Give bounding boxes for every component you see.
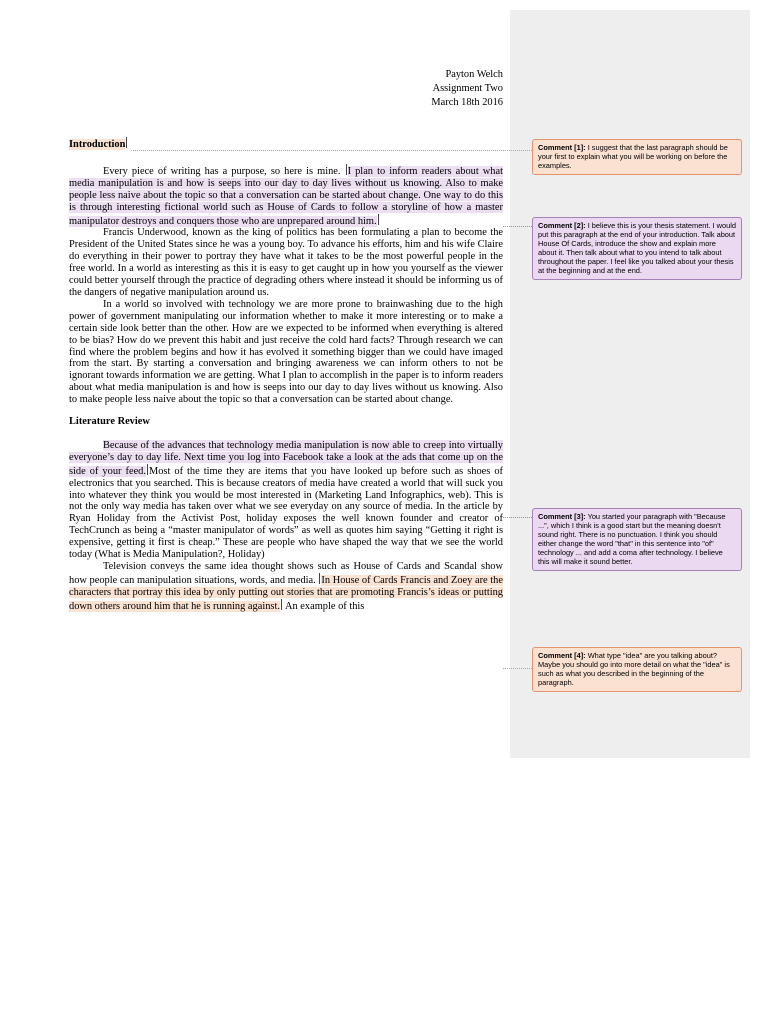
comment-2-label: Comment [2]: [538,221,586,230]
comment-1-label: Comment [1]: [538,143,586,152]
comment-4-text: What type "idea" are you talking about? Maybe you should go into more detail on what the "idea" is such as what you described in the beginning of the paragraph. [538,651,730,687]
document-date: March 18th 2016 [431,97,503,108]
intro-paragraph-1 [69,164,503,228]
comment-4-connector [503,668,532,669]
author-name: Payton Welch [445,69,503,80]
intro-p1-lead: Every piece of writing has a purpose, so here is mine. [103,165,341,177]
lit-p1-highlight: Because of the advances that technology media manipulation is now able to creep into virtually everyone’s day to day life. Next time you log into Facebook take a look at the ads that come up on the side of your feed. [69,439,503,477]
assignment-title: Assignment Two [432,83,503,94]
comment-3-connector [503,517,532,518]
lit-paragraph-1 [69,440,503,561]
comment-2-connector [503,226,532,227]
comment-balloon-3[interactable] [532,508,742,571]
intro-p1-thesis: I plan to inform readers about what media manipulation is and how is seeps into our day to day lives without us knowing. Also to make people less naive about the topic so that a conversation can be started about change. One way to do this is through interesting fictional world such as House of Cards to follow a storyline of how a master manipulator destroys and conquers those who are unprepared around him. [69,165,503,227]
document-header [69,68,503,110]
lit-p2-highlight: In House of Cards Francis and Zoey are the characters that portray this idea by only putting out stories that are promoting Francis’s ideas or putting down others around him that he is running against. [69,574,503,612]
comment-anchor-2-end [378,214,379,225]
literature-review-heading: Literature Review [69,416,150,428]
lit-paragraph-2 [69,561,503,613]
comment-anchor-4-end [281,599,282,610]
intro-paragraph-3: In a world so involved with technology we are more prone to brainwashing due to the high power of government manipulating our information whether to make it more interesting or to make a certain side look better than the other. How are we expected to be informed when everything is altered to be bias? How do we prevent this habit and just receive the cold hard facts? Through research we can find where the problem begins and how it has evolved it something bigger than we could have imaged from the start. By starting a conversation and bringing awareness we can inform others to not be ignorant towards information we are getting. What I plan to accomplish in the paper is to inform readers about what media manipulation is and how is seeps into our day to day lives without us knowing. Also to make people less naive about the topic so that a conversation can be started about change. [69,298,503,406]
comment-anchor-1[interactable] [126,137,127,148]
comment-3-text: You started your paragraph with "Because ...", which I think is a good start but the meaning doesn't sound right. There is no punctuation. I think you should either change the word "that" in this sentence into "of" technology ... and add a coma after technology. I believe this will make it sound better. [538,512,726,566]
comment-1-text: I suggest that the last paragraph should be your first to explain what you will be working on before the examples. [538,143,728,170]
comment-anchor-2[interactable] [346,164,347,175]
intro-paragraph-2: Francis Underwood, known as the king of politics has been formulating a plan to become the President of the United States since he was a young boy. To advance his efforts, him and his wife Claire do everything in their power to portray they have what it takes to be the most powerful people in the free world. In a world as interesting as this it is easy to get caught up in how you yourself as the viewer could better yourself through the practice of degrading others where instead it should be informing us of the dangers of negative manipulation around us. [69,227,503,298]
introduction-heading-text: Introduction [69,139,126,150]
comment-4-label: Comment [4]: [538,651,586,660]
comment-1-connector [131,150,532,151]
introduction-heading [69,137,503,151]
comment-margin-panel [510,10,750,758]
comment-2-text: I believe this is your thesis statement. I would put this paragraph at the end of your introduction. Talk about House Of Cards, introduce the show and explain more about it. Then talk about what to you intend to talk about throughout the paper. I feel like you talked about your thesis at the beginning and at the end. [538,221,736,275]
lit-p2-lead: Television conveys the same idea thought shows such as House of Cards and Scandal show how people can manipulation situations, words, and media. [69,561,503,586]
lit-p2-tail: An example of this [285,600,365,612]
comment-balloon-4[interactable] [532,647,742,692]
lit-p1-body: Most of the time they are items that you have looked up before such as shoes of electronics that you searched. This is because creators of media have created a world that will suck you into whatever they think you would be most interested in (Marketing Land Infographics, web). This is not the only way media has taken over what we see everyday on any source of media. In the article by Ryan Holiday from the Activist Post, holiday exposes the well known founder and creator of TechCrunch as being a “master manipulator of words” as well as quotes him saying “Getting it right is expensive, getting it first is cheap.” These are people who have shaped the way that we see the world today (What is Media Manipulation?, Holiday) [69,465,503,561]
comment-balloon-1[interactable] [532,139,742,175]
comment-anchor-3[interactable] [147,464,148,475]
comment-balloon-2[interactable] [532,217,742,280]
comment-3-label: Comment [3]: [538,512,586,521]
